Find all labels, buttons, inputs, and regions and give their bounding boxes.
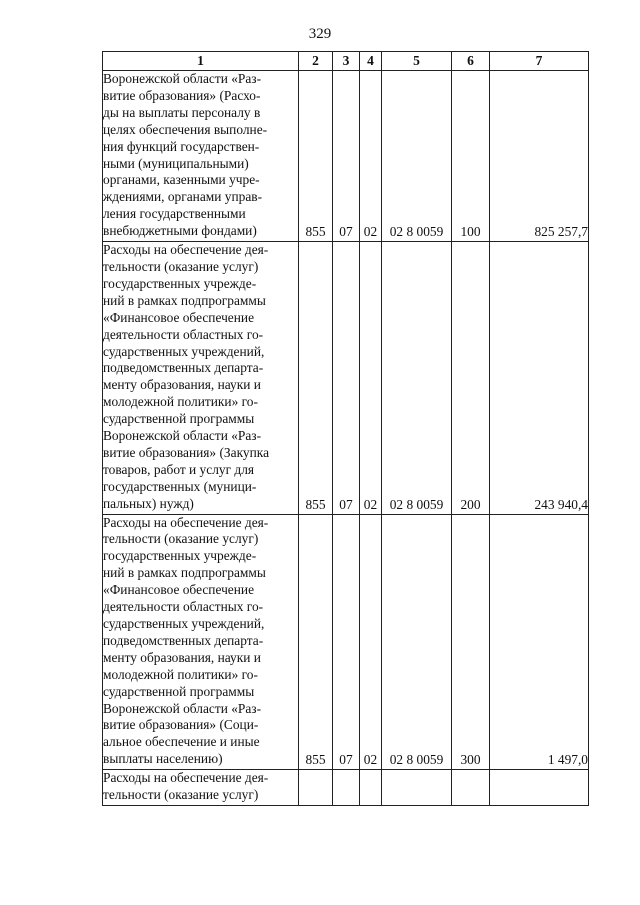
section-code-cell [333, 770, 360, 806]
description-line: подведомственных департа- [103, 632, 264, 648]
description-line: «Финансовое обеспечение [103, 582, 255, 598]
description-line: молодежной политики» го- [103, 666, 258, 682]
description-line: деятельности областных го- [103, 326, 264, 342]
description-line: государственных учрежде- [103, 275, 257, 291]
description-line: витие образования» (Соци- [103, 717, 259, 733]
section-code-cell: 07 [333, 514, 360, 770]
description-line: сударственных учреждений, [103, 616, 265, 631]
table-row [103, 770, 589, 806]
description-line: витие образования» (Закупка [103, 444, 270, 460]
description-line: государственных учрежде- [103, 548, 257, 564]
description-line: Расходы на обеспечение дея- [103, 770, 269, 786]
budget-table [102, 51, 589, 806]
section-code-cell: 07 [333, 71, 360, 242]
description-line: Воронежской области «Раз- [103, 428, 262, 444]
description-line: тельности (оказание услуг) [103, 787, 259, 803]
header-col-6: 6 [452, 52, 490, 71]
ministry-code-cell [299, 770, 333, 806]
description-cell [103, 770, 299, 806]
ministry-code-cell: 855 [299, 514, 333, 770]
section-code-cell: 07 [333, 242, 360, 515]
description-line: ждениями, органами управ- [103, 189, 263, 205]
description-line: ний в рамках подпрограммы [103, 292, 266, 308]
amount-cell: 825 257,7 [490, 71, 589, 242]
header-col-5: 5 [382, 52, 452, 71]
target-article-cell [382, 770, 452, 806]
description-line: Расходы на обеспечение дея- [103, 514, 269, 530]
subsection-code-cell: 02 [360, 242, 382, 515]
expense-type-cell [452, 770, 490, 806]
description-line: внебюджетными фондами) [103, 223, 257, 239]
subsection-code-cell: 02 [360, 514, 382, 770]
table-row [103, 71, 589, 242]
description-line: тельности (оказание услуг) [103, 258, 259, 274]
header-col-3: 3 [333, 52, 360, 71]
description-line: ления государственными [103, 206, 246, 222]
description-line: ния функций государствен- [103, 138, 260, 154]
header-col-1: 1 [103, 52, 299, 71]
target-article-cell: 02 8 0059 [382, 514, 452, 770]
description-line: «Финансовое обеспечение [103, 309, 255, 325]
target-article-cell: 02 8 0059 [382, 71, 452, 242]
ministry-code-cell: 855 [299, 71, 333, 242]
header-row [103, 52, 589, 71]
header-col-7: 7 [490, 52, 589, 71]
page-number: 329 [308, 26, 332, 42]
description-line: ными (муниципальными) [103, 155, 249, 171]
description-cell [103, 71, 299, 242]
description-line: молодежной политики» го- [103, 394, 258, 410]
description-line: Расходы на обеспечение дея- [103, 242, 269, 258]
ministry-code-cell: 855 [299, 242, 333, 515]
subsection-code-cell: 02 [360, 71, 382, 242]
description-line: менту образования, науки и [103, 377, 261, 393]
amount-cell: 1 497,0 [490, 514, 589, 770]
expense-type-cell: 200 [452, 242, 490, 515]
description-line: Воронежской области «Раз- [103, 700, 262, 716]
amount-cell: 243 940,4 [490, 242, 589, 515]
expense-type-cell: 300 [452, 514, 490, 770]
description-line: тельности (оказание услуг) [103, 531, 259, 547]
description-line: ды на выплаты персоналу в [103, 104, 261, 120]
description-line: подведомственных департа- [103, 360, 264, 376]
table-row [103, 514, 589, 770]
description-line: целях обеспечения выполне- [103, 121, 268, 137]
description-line: пальных) нужд) [103, 495, 194, 511]
header-col-4: 4 [360, 52, 382, 71]
table-row [103, 242, 589, 515]
description-line: сударственной программы [103, 411, 255, 427]
description-line: сударственных учреждений, [103, 343, 265, 359]
description-line: товаров, работ и услуг для [103, 461, 255, 477]
description-line: сударственной программы [103, 683, 255, 699]
header-col-2: 2 [299, 52, 333, 71]
description-line: выплаты населению) [103, 751, 223, 767]
description-line: деятельности областных го- [103, 599, 264, 615]
description-line: органами, казенными учре- [103, 172, 260, 188]
expense-type-cell: 100 [452, 71, 490, 242]
description-line: государственных (муници- [103, 478, 257, 494]
target-article-cell: 02 8 0059 [382, 242, 452, 515]
description-line: менту образования, науки и [103, 649, 261, 665]
subsection-code-cell [360, 770, 382, 806]
description-line: Воронежской области «Раз- [103, 71, 262, 86]
description-line: альное обеспечение и иные [103, 734, 260, 750]
description-line: витие образования» (Расхо- [103, 87, 261, 103]
amount-cell [490, 770, 589, 806]
description-cell [103, 242, 299, 515]
description-line: ний в рамках подпрограммы [103, 565, 266, 581]
description-cell [103, 514, 299, 770]
